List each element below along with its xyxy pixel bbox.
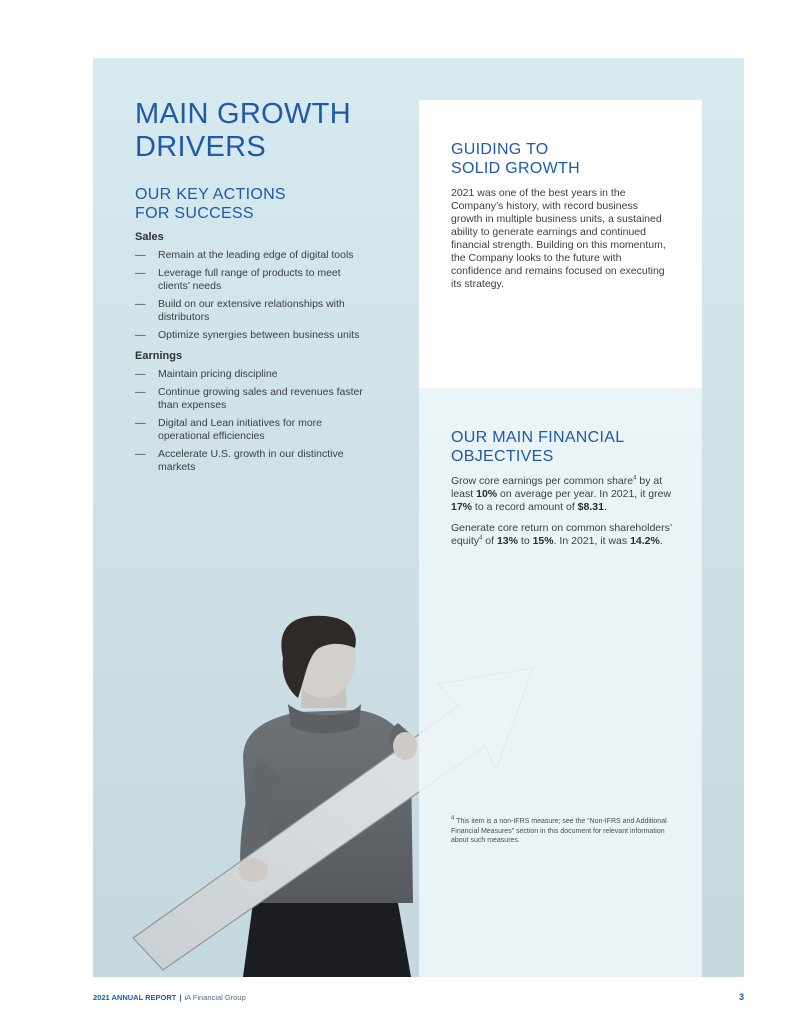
sales-subheading: Sales	[135, 231, 164, 243]
list-item: — Continue growing sales and revenues faster than expenses	[135, 386, 375, 412]
objective-text: by at least	[451, 475, 663, 500]
objective-text: .	[659, 535, 663, 547]
objective-text: of	[482, 535, 497, 547]
objective-text: to	[517, 535, 533, 547]
objective-text: . In 2021, it was	[553, 535, 631, 547]
objective-value: $8.31	[577, 501, 604, 513]
objectives-heading: OUR MAIN FINANCIAL OBJECTIVES	[451, 429, 625, 465]
objective-eps	[451, 475, 672, 514]
key-actions-heading: OUR KEY ACTIONS FOR SUCCESS	[135, 186, 286, 222]
footnote-text: This item is a non-IFRS measure; see the “Non-IFRS and Additional Financial Measures” section in this document for relevant information about such measures.	[451, 818, 667, 844]
objective-roe	[451, 522, 672, 548]
objective-value: 14.2%	[630, 535, 660, 547]
sales-list	[135, 249, 375, 342]
list-item: — Leverage full range of products to meet clients’ needs	[135, 267, 375, 293]
footnote	[451, 817, 677, 846]
list-item: — Build on our extensive relationships with distributors	[135, 298, 375, 324]
report-title: 2021 ANNUAL REPORT	[93, 993, 177, 1002]
objective-text: Generate core return on common shareholders’ equity	[451, 522, 672, 547]
list-item: — Maintain pricing discipline	[135, 368, 375, 381]
page-number: 3	[738, 992, 744, 1002]
objective-value: 10%	[476, 488, 498, 500]
objective-text: to a record amount of	[472, 501, 578, 513]
footnote-marker: 4	[479, 535, 483, 542]
list-item: — Optimize synergies between business units	[135, 329, 375, 342]
footnote-marker: 4	[633, 475, 637, 482]
objective-text: .	[603, 501, 607, 513]
objective-value: 15%	[532, 535, 554, 547]
key-actions-section	[135, 185, 375, 482]
company-name: iA Financial Group	[184, 993, 246, 1002]
guiding-heading: GUIDING TO SOLID GROWTH	[451, 141, 580, 177]
objective-value: 13%	[496, 535, 518, 547]
objective-text: Grow core earnings per common share	[451, 475, 634, 487]
list-item: — Remain at the leading edge of digital tools	[135, 249, 375, 262]
guiding-body: 2021 was one of the best years in the Company’s history, with record business growth in multiple business units, a sustained ability to generate earnings and continued financial strength. Building on this momentum, the Company looks to the future with confidence and remains focused on executing its strategy.	[451, 187, 666, 290]
footer-separator: |	[179, 993, 182, 1002]
earnings-list	[135, 368, 375, 474]
guiding-card	[419, 100, 702, 388]
hero-panel	[93, 58, 744, 977]
list-item: — Digital and Lean initiatives for more operational efficiencies	[135, 417, 375, 443]
earnings-subheading: Earnings	[135, 350, 183, 362]
objective-value: 17%	[451, 501, 473, 513]
footer	[93, 993, 246, 1002]
footnote-marker: 4	[451, 815, 455, 822]
page-title: MAIN GROWTH DRIVERS	[135, 98, 351, 163]
list-item: — Accelerate U.S. growth in our distinctive markets	[135, 448, 375, 474]
objective-text: on average per year. In 2021, it grew	[497, 488, 672, 500]
objectives-card	[419, 388, 702, 977]
